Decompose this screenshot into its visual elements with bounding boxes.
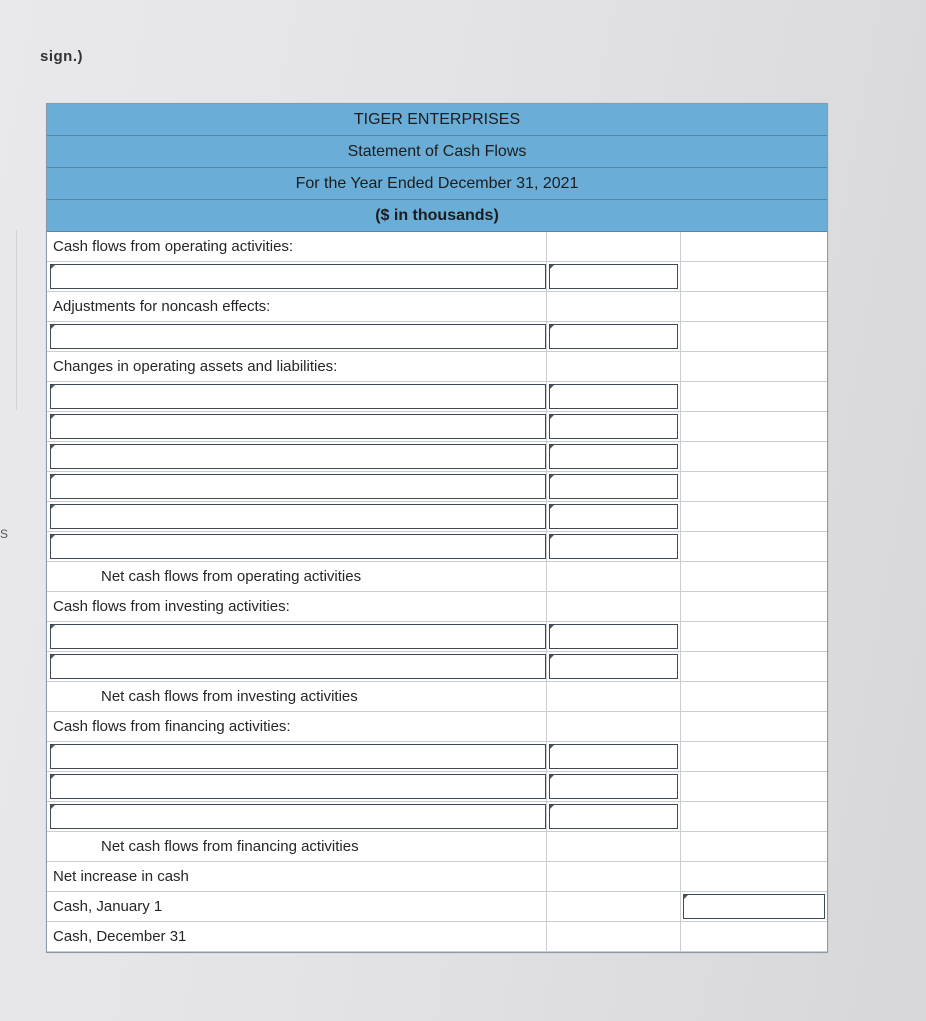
changes-entry-row [47, 472, 827, 502]
operating-net-row [47, 562, 827, 592]
financing-amount-input[interactable] [549, 804, 678, 829]
cash-december-row [47, 922, 827, 952]
financing-entry-row [47, 772, 827, 802]
company-name: TIGER ENTERPRISES [47, 104, 827, 136]
financing-label-input[interactable] [50, 804, 546, 829]
investing-title-row [47, 592, 827, 622]
change-label-input[interactable] [50, 474, 546, 499]
investing-net-row [47, 682, 827, 712]
investing-label-input[interactable] [50, 654, 546, 679]
change-amount-input[interactable] [549, 384, 678, 409]
financing-label-input[interactable] [50, 774, 546, 799]
operating-title: Cash flows from operating activities: [47, 232, 547, 261]
operating-label-input[interactable] [50, 264, 546, 289]
net-increase-label: Net increase in cash [47, 862, 547, 891]
prompt-text-fragment: sign.) [40, 48, 83, 65]
financing-net-row [47, 832, 827, 862]
financing-amount-input[interactable] [549, 774, 678, 799]
investing-entry-row [47, 652, 827, 682]
operating-entry-row [47, 262, 827, 292]
investing-title: Cash flows from investing activities: [47, 592, 547, 621]
statement-title: Statement of Cash Flows [47, 136, 827, 168]
statement-period: For the Year Ended December 31, 2021 [47, 168, 827, 200]
investing-entry-row [47, 622, 827, 652]
operating-amount-input[interactable] [549, 264, 678, 289]
cash-january-label: Cash, January 1 [47, 892, 547, 921]
change-amount-input[interactable] [549, 504, 678, 529]
changes-entry-row [47, 532, 827, 562]
change-amount-input[interactable] [549, 444, 678, 469]
operating-title-row [47, 232, 827, 262]
investing-net-label: Net cash flows from investing activities [47, 682, 547, 711]
changes-title: Changes in operating assets and liabilities: [47, 352, 547, 381]
changes-entry-row [47, 382, 827, 412]
adjustment-label-input[interactable] [50, 324, 546, 349]
financing-amount-input[interactable] [549, 744, 678, 769]
left-side-panel [0, 230, 17, 410]
adjustments-title: Adjustments for noncash effects: [47, 292, 547, 321]
investing-amount-input[interactable] [549, 624, 678, 649]
change-label-input[interactable] [50, 384, 546, 409]
cash-january-input[interactable] [683, 894, 825, 919]
changes-entry-row [47, 442, 827, 472]
change-label-input[interactable] [50, 504, 546, 529]
left-edge-text: S [0, 527, 9, 541]
change-label-input[interactable] [50, 444, 546, 469]
cash-january-row [47, 892, 827, 922]
financing-title: Cash flows from financing activities: [47, 712, 547, 741]
change-amount-input[interactable] [549, 414, 678, 439]
changes-title-row [47, 352, 827, 382]
adjustments-title-row [47, 292, 827, 322]
adjustments-entry-row [47, 322, 827, 352]
changes-entry-row [47, 412, 827, 442]
cash-december-label: Cash, December 31 [47, 922, 547, 951]
financing-label-input[interactable] [50, 744, 546, 769]
investing-label-input[interactable] [50, 624, 546, 649]
investing-amount-input[interactable] [549, 654, 678, 679]
change-label-input[interactable] [50, 414, 546, 439]
statement-units: ($ in thousands) [47, 200, 827, 232]
financing-entry-row [47, 802, 827, 832]
operating-net-label: Net cash flows from operating activities [47, 562, 547, 591]
change-amount-input[interactable] [549, 534, 678, 559]
change-amount-input[interactable] [549, 474, 678, 499]
adjustment-amount-input[interactable] [549, 324, 678, 349]
net-increase-row [47, 862, 827, 892]
change-label-input[interactable] [50, 534, 546, 559]
financing-net-label: Net cash flows from financing activities [47, 832, 547, 861]
financing-entry-row [47, 742, 827, 772]
changes-entry-row [47, 502, 827, 532]
financing-title-row [47, 712, 827, 742]
cash-flow-worksheet [46, 103, 828, 953]
